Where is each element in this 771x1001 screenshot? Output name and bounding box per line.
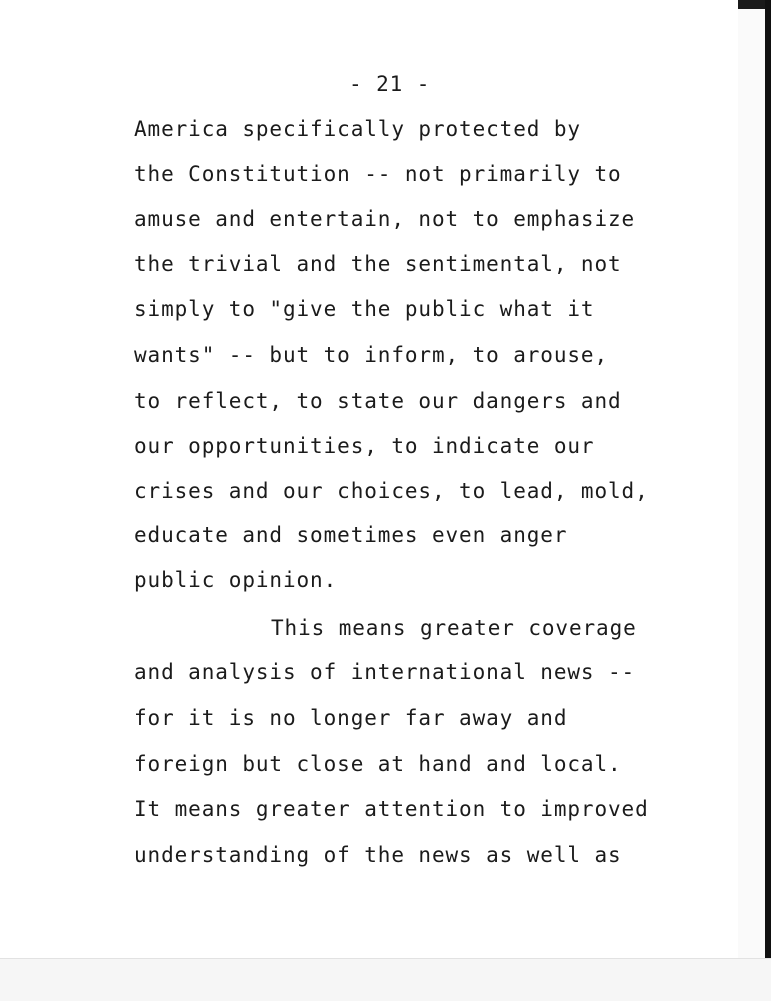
text-line-15: foreign but close at hand and local.: [134, 752, 622, 776]
text-line-4: the trivial and the sentimental, not: [134, 252, 622, 276]
scan-bottom-edge: [0, 958, 771, 1001]
text-line-2: the Constitution -- not primarily to: [134, 162, 622, 186]
text-line-5: simply to "give the public what it: [134, 297, 595, 321]
scan-right-edge: [738, 0, 771, 1000]
text-line-8: our opportunities, to indicate our: [134, 434, 595, 458]
text-line-14: for it is no longer far away and: [134, 706, 568, 730]
text-line-7: to reflect, to state our dangers and: [134, 389, 622, 413]
text-line-17: understanding of the news as well as: [134, 843, 622, 867]
text-line-16: It means greater attention to improved: [134, 797, 649, 821]
page-number: - 21 -: [349, 72, 431, 96]
text-line-10: educate and sometimes even anger: [134, 523, 568, 547]
paragraph-indented-line: This means greater coverage: [271, 616, 637, 640]
text-line-11: public opinion.: [134, 568, 338, 592]
text-line-1: America specifically protected by: [134, 117, 581, 141]
scan-edge-rule: [765, 0, 771, 1000]
text-line-13: and analysis of international news --: [134, 660, 636, 684]
text-line-6: wants" -- but to inform, to arouse,: [134, 343, 609, 367]
text-line-3: amuse and entertain, not to emphasize: [134, 207, 636, 231]
text-line-9: crises and our choices, to lead, mold,: [134, 479, 649, 503]
